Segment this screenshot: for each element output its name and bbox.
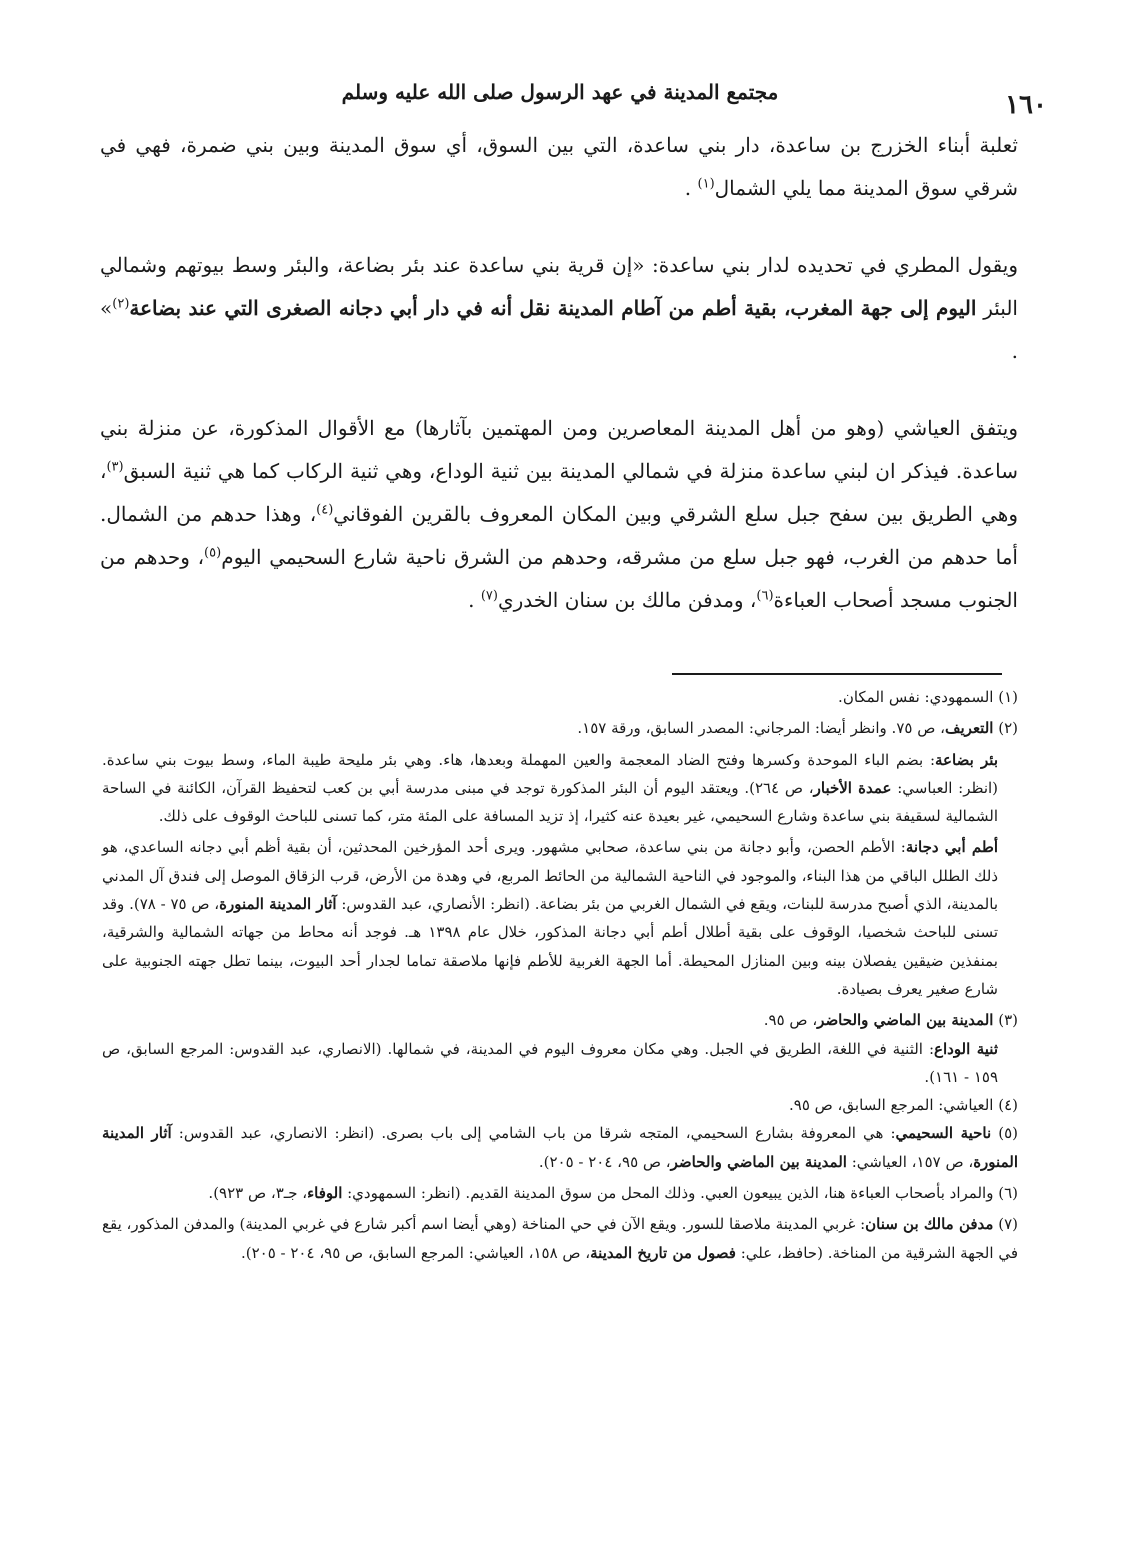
thaniyat-alwada-text: : الثنية في اللغة، الطريق في الجبل. وهي مكان معروف اليوم في المدينة، في شمالها. (الانصاري، عبد القدوس: المرجع السابق، ص ١٥٩ - ١٦١).	[102, 1039, 998, 1086]
paragraph-3-part-e: ، ومدفن مالك بن سنان الخدري	[497, 588, 757, 612]
footnote-7	[102, 1210, 1018, 1267]
atm-source: آثار المدينة المنورة	[219, 895, 337, 914]
term-nahiyat-alsuhaymi: ناحية السحيمي	[895, 1124, 992, 1143]
footnote-ref-1: (١)	[697, 176, 715, 192]
paragraph-3-end: .	[468, 588, 481, 612]
footnote-4	[102, 1091, 1018, 1119]
paragraph-1-text: ثعلبة أبناء الخزرج بن ساعدة، دار بني ساعدة، التي بين السوق، أي سوق المدينة وبين بني ضمرة، فهي في شرقي سوق المدينة مما يلي الشمال	[100, 133, 1018, 200]
main-text	[100, 124, 1018, 622]
footnote-7-text-b: ، ص ١٥٨، العياشي: المرجع السابق، ص ٩٥، ٢٠٤ - ٢٠٥).	[240, 1243, 591, 1262]
footnote-ref-4: (٤)	[316, 502, 334, 518]
paragraph-2	[100, 244, 1018, 373]
footnote-5-text-b: ، ص ١٥٧، العياشي:	[846, 1152, 974, 1171]
footnote-2-source: التعريف	[944, 719, 994, 738]
footnote-separator	[672, 673, 1002, 675]
paragraph-2-end: » .	[100, 296, 1018, 363]
page-number: ١٦٠	[1005, 90, 1047, 120]
footnote-ref-6: (٦)	[756, 588, 774, 604]
footnote-6-text-a: (٦) والمراد بأصحاب العباءة هنا، الذين يبيعون العبي. وذلك المحل من سوق المدينة القديم. (انظر: السمهودي:	[342, 1184, 1018, 1203]
footnote-7-source: فصول من تاريخ المدينة	[590, 1243, 736, 1262]
footnote-2	[102, 714, 1018, 742]
footnote-6	[102, 1179, 1018, 1207]
term-bir-budaa: بئر بضاعة	[935, 750, 998, 769]
footnote-ref-3: (٣)	[106, 459, 124, 475]
footnote-5-source-b: المدينة بين الماضي والحاضر	[670, 1152, 847, 1171]
footnote-4-text: (٤) العياشي: المرجع السابق، ص ٩٥.	[788, 1096, 1018, 1115]
footnote-bir-budaa	[102, 746, 1018, 831]
footnote-5-text-c: ، ص ٩٥، ٢٠٤ - ٢٠٥).	[538, 1152, 671, 1171]
footnote-ref-7: (٧)	[480, 588, 498, 604]
paragraph-3-part-d: ، وحدهم من الجنوب مسجد أصحاب العباءة	[100, 545, 1018, 612]
bir-budaa-text-b: ، ص ٢٦٤). ويعتقد اليوم أن البئر المذكورة توجد في مبنى مدرسة أبي بن كعب لتحفيظ القرآن، الكائنة في الساحة الشمالية لسقيفة بني ساعدة وشارع السحيمي، غير بعيدة عنه كثيرا، إذ تزيد المسافة على المئة متر، كما تسنى للباحث الوقوف على ذلك.	[102, 778, 998, 826]
bir-budaa-text-a: : بضم الباء الموحدة وكسرها وفتح الضاد المعجمة والعين المهملة وبعدها، هاء. وهي بئر مليحة طيبة الماء، وسط بيوت بني ساعدة. (انظر: العباسي:	[102, 750, 999, 797]
footnote-5	[102, 1119, 1018, 1176]
footnote-5-text-a: : هي المعروفة بشارع السحيمي، المتجه شرقا من باب الشامي إلى باب بصرى. (انظر: الانصاري، عبد القدوس:	[171, 1124, 896, 1143]
footnote-thaniyat-alwada	[102, 1035, 1018, 1092]
bir-budaa-source: عمدة الأخبار	[813, 778, 892, 797]
footnote-5-source-a: آثار المدينة المنورة	[102, 1124, 1018, 1171]
atm-text-b: ، ص ٧٥ - ٧٨). وقد تسنى للباحث شخصيا، الوقوف على بقية أطلال أطم أبي دجانة المذكور، خلال عام ١٣٩٨ هـ. فوجد أنه محاط من جهاته الشمالية والشرقية، بمنفذين ضيقين يفصلان بينه وبين المنازل المحيطة. أما الجهة الغربية للأطم فإنها ملاصقة تماما لجدار أحد البيوت، بينما تطل جهته الجنوبية على شارع صغير يعرف بصيادة.	[102, 895, 998, 998]
footnote-ref-2: (٢)	[112, 296, 130, 312]
term-madfan-malik: مدفن مالك بن سنان	[865, 1215, 994, 1234]
paragraph-3	[100, 407, 1018, 622]
paragraph-3-part-b: ، وهي الطريق بين سفح جبل سلع الشرقي وبين المكان المعروف بالقرين الفوقاني	[100, 459, 1018, 526]
term-atm-abi-dujana: أطم أبي دجانة	[905, 838, 998, 857]
footnote-6-source: الوفاء	[307, 1184, 343, 1203]
paragraph-2-bold-text: اليوم إلى جهة المغرب، بقية أطم من آطام المدينة نقل أنه في دار أبي دجانه الصغرى التي عند بضاعة	[129, 296, 977, 320]
running-header-title: مجتمع المدينة في عهد الرسول صلى الله عليه وسلم	[341, 80, 779, 104]
paragraph-1-end: .	[684, 176, 698, 200]
paragraph-1	[100, 124, 1018, 210]
footnote-7-text-a: : غربي المدينة ملاصقا للسور. ويقع الآن في حي المناخة (وهي أيضا اسم أكبر شارع في غربي المدينة) والمدفن المذكور، يقع في الجهة الشرقية من المناخة. (حافظ، علي:	[102, 1215, 1018, 1262]
footnote-3-number: (٣)	[993, 1011, 1018, 1030]
footnote-ref-5: (٥)	[204, 545, 222, 561]
footnotes	[102, 683, 1018, 1267]
footnote-5-number: (٥)	[991, 1124, 1019, 1143]
footnote-1-text: (١) السمهودي: نفس المكان.	[838, 688, 1018, 706]
footnote-7-number: (٧)	[993, 1215, 1018, 1234]
paragraph-3-part-c: ، وهذا حدهم من الشمال. أما حدهم من الغرب، فهو جبل سلع من مشرقه، وحدهم من الشرق ناحية شارع السحيمي اليوم	[100, 502, 1018, 569]
footnote-3	[102, 1006, 1018, 1034]
atm-text-a: : الأطم الحصن، وأبو دجانة من بني ساعدة، صحابي مشهور. ويرى أحد المؤرخين المحدثين، أن بقية أظم أبي دجانه الساعدي، هو ذلك الطلل الباقي من هذا البناء، والموجود في الناحية الشمالية من الحائط المربع، في وهدة من الأرض، قرب الزقاق الموصل إلى فندق آل المدني بالمدينة، الذي أصبح مدرسة للبنات، ويقع في الشمال الغربي من بئر بضاعة. (انظر: الأنصاري، عبد القدوس:	[102, 838, 998, 914]
paragraph-3-part-a: ويتفق العياشي (وهو من أهل المدينة المعاصرين ومن المهتمين بآثارها) مع الأقوال المذكورة، عن منزلة بني ساعدة. فيذكر ان لبني ساعدة منزلة في شمالي المدينة بين ثنية الوداع، وهي ثنية الركاب كما هي ثنية السبق	[100, 416, 1018, 483]
term-thaniyat-alwada: ثنية الوداع	[934, 1039, 999, 1058]
footnote-6-text-b: ، جـ٣، ص ٩٢٣).	[208, 1184, 308, 1203]
footnote-1	[102, 683, 1018, 711]
footnote-atm-abi-dujana	[102, 833, 1018, 1003]
footnote-3-text: ، ص ٩٥.	[763, 1011, 818, 1030]
footnote-2-number: (٢)	[993, 719, 1018, 738]
paragraph-2-text: ويقول المطري في تحديده لدار بني ساعدة: «إن قرية بني ساعدة عند بئر بضاعة، والبئر وسط بيوتهم وشمالي البئر	[100, 253, 1018, 320]
footnote-3-source: المدينة بين الماضي والحاضر	[817, 1011, 994, 1030]
footnote-2-text: ، ص ٧٥. وانظر أيضا: المرجاني: المصدر السابق، ورقة ١٥٧.	[577, 719, 945, 738]
